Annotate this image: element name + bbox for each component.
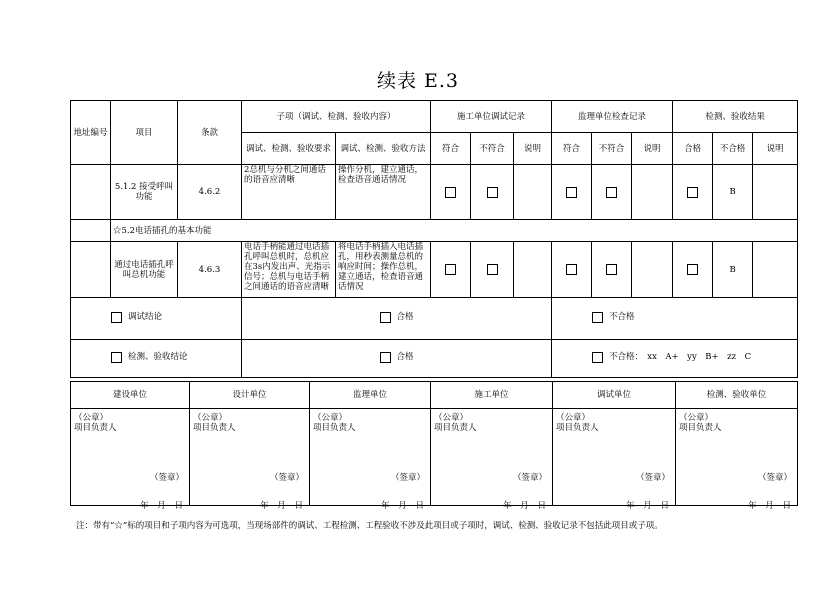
clause-cell: 4.6.2 (178, 165, 242, 220)
accept-fail-checkbox[interactable] (592, 352, 603, 363)
debug-pass-label: 合格 (396, 312, 414, 322)
accept-fail-label: 不合格： xx A+ yy B+ zz C (609, 352, 752, 362)
signature-cell (190, 409, 310, 511)
clause-cell: 4.6.3 (178, 242, 242, 298)
page-title: 续表 E.3 (376, 70, 460, 92)
header-conform: 符合 (552, 133, 592, 165)
record-table (70, 100, 798, 378)
result-unqualified-cell: B (713, 165, 753, 220)
debug-explain-cell (514, 242, 552, 298)
leader-label: 项目负责人 (313, 423, 356, 433)
unit-acceptance: 检测、验收单位 (676, 382, 798, 409)
date-label: 年 月 日 (381, 501, 424, 511)
sign-label: （签章） (149, 473, 184, 483)
header-method: 调试、检测、验收方法 (336, 133, 431, 165)
leader-label: 项目负责人 (556, 423, 599, 433)
result-explain-cell (753, 242, 798, 298)
seal-label: （公章） (556, 413, 591, 423)
section-title: ☆5.2电话插孔的基本功能 (111, 220, 798, 242)
footnote: 注：带有“☆”标的项目和子项内容为可选项，当现场部件的调试、工程检测、工程验收不涉及此项目或子项时，调试、检测、验收记录不包括此项目或子项。 (76, 521, 663, 531)
leader-label: 项目负责人 (74, 423, 117, 433)
sign-label: （签章） (512, 473, 547, 483)
date-label: 年 月 日 (140, 501, 183, 511)
result-explain-cell (753, 165, 798, 220)
header-clause: 条款 (178, 101, 242, 165)
header-requirement: 调试、检测、验收要求 (242, 133, 336, 165)
accept-pass-label: 合格 (396, 352, 414, 362)
sign-label: （签章） (635, 473, 670, 483)
inspect-nonconform-checkbox[interactable] (606, 187, 617, 198)
signature-cell (310, 409, 431, 511)
inspect-conform-checkbox[interactable] (566, 187, 577, 198)
address-cell (71, 220, 111, 242)
header-qualified: 合格 (673, 133, 713, 165)
unit-construction: 建设单位 (71, 382, 190, 409)
header-explain: 说明 (753, 133, 798, 165)
header-subitem: 子项（调试、检测、验收内容） (242, 101, 431, 133)
seal-label: （公章） (313, 413, 348, 423)
debug-fail-label: 不合格 (609, 312, 635, 322)
seal-label: （公章） (74, 413, 109, 423)
accept-conclusion-checkbox[interactable] (111, 352, 122, 363)
header-result: 检测、验收结果 (673, 101, 798, 133)
inspect-explain-cell (632, 242, 673, 298)
header-item: 项目 (111, 101, 178, 165)
leader-label: 项目负责人 (434, 423, 477, 433)
method-cell: 操作分机，建立通话，检查语音通话情况 (336, 165, 431, 220)
signature-cell (676, 409, 798, 511)
inspect-conform-checkbox[interactable] (566, 264, 577, 275)
item-cell: 5.1.2 接受呼叫功能 (111, 165, 178, 220)
debug-explain-cell (514, 165, 552, 220)
debug-nonconform-checkbox[interactable] (487, 264, 498, 275)
leader-label: 项目负责人 (193, 423, 236, 433)
item-cell: 通过电话插孔呼叫总机功能 (111, 242, 178, 298)
header-conform: 符合 (431, 133, 471, 165)
result-qualified-checkbox[interactable] (687, 264, 698, 275)
header-nonconform: 不符合 (471, 133, 514, 165)
date-label: 年 月 日 (626, 501, 669, 511)
debug-pass-checkbox[interactable] (380, 312, 391, 323)
debug-conclusion-checkbox[interactable] (111, 312, 122, 323)
result-unqualified-cell: B (713, 242, 753, 298)
result-qualified-checkbox[interactable] (687, 187, 698, 198)
requirement-cell: 电话手柄能通过电话插孔呼叫总机时，总机应在3s内发出声、光指示信号；总机与电话手柄之间通话的语音应清晰 (242, 242, 336, 298)
signature-cell (71, 409, 190, 511)
method-cell: 将电话手柄插入电话插孔，用秒表测量总机的响应时间；操作总机，建立通话，检查语音通话情况 (336, 242, 431, 298)
debug-conform-checkbox[interactable] (445, 187, 456, 198)
inspect-explain-cell (632, 165, 673, 220)
accept-conclusion-label: 检测、验收结论 (128, 352, 188, 362)
unit-debug: 调试单位 (553, 382, 676, 409)
header-unqualified: 不合格 (713, 133, 753, 165)
signature-cell (431, 409, 553, 511)
debug-nonconform-checkbox[interactable] (487, 187, 498, 198)
debug-conclusion-label: 调试结论 (128, 312, 163, 322)
header-inspect-record: 监理单位检查记录 (552, 101, 673, 133)
seal-label: （公章） (679, 413, 714, 423)
unit-supervision: 监理单位 (310, 382, 431, 409)
header-address: 地址编号 (71, 101, 111, 165)
date-label: 年 月 日 (503, 501, 546, 511)
header-debug-record: 施工单位调试记录 (431, 101, 552, 133)
unit-design: 设计单位 (190, 382, 310, 409)
header-explain: 说明 (514, 133, 552, 165)
debug-fail-checkbox[interactable] (592, 312, 603, 323)
requirement-cell: 2总机与分机之间通话的语音应清晰 (242, 165, 336, 220)
address-cell (71, 165, 111, 220)
accept-pass-checkbox[interactable] (380, 352, 391, 363)
seal-label: （公章） (193, 413, 228, 423)
sign-label: （签章） (269, 473, 304, 483)
sign-label: （签章） (757, 473, 792, 483)
header-nonconform: 不符合 (592, 133, 632, 165)
signature-cell (553, 409, 676, 511)
seal-label: （公章） (434, 413, 469, 423)
date-label: 年 月 日 (748, 501, 791, 511)
address-cell (71, 242, 111, 298)
signature-table (70, 381, 798, 511)
leader-label: 项目负责人 (679, 423, 722, 433)
header-explain: 说明 (632, 133, 673, 165)
debug-conform-checkbox[interactable] (445, 264, 456, 275)
sign-label: （签章） (390, 473, 425, 483)
inspect-nonconform-checkbox[interactable] (606, 264, 617, 275)
unit-builder: 施工单位 (431, 382, 553, 409)
date-label: 年 月 日 (260, 501, 303, 511)
